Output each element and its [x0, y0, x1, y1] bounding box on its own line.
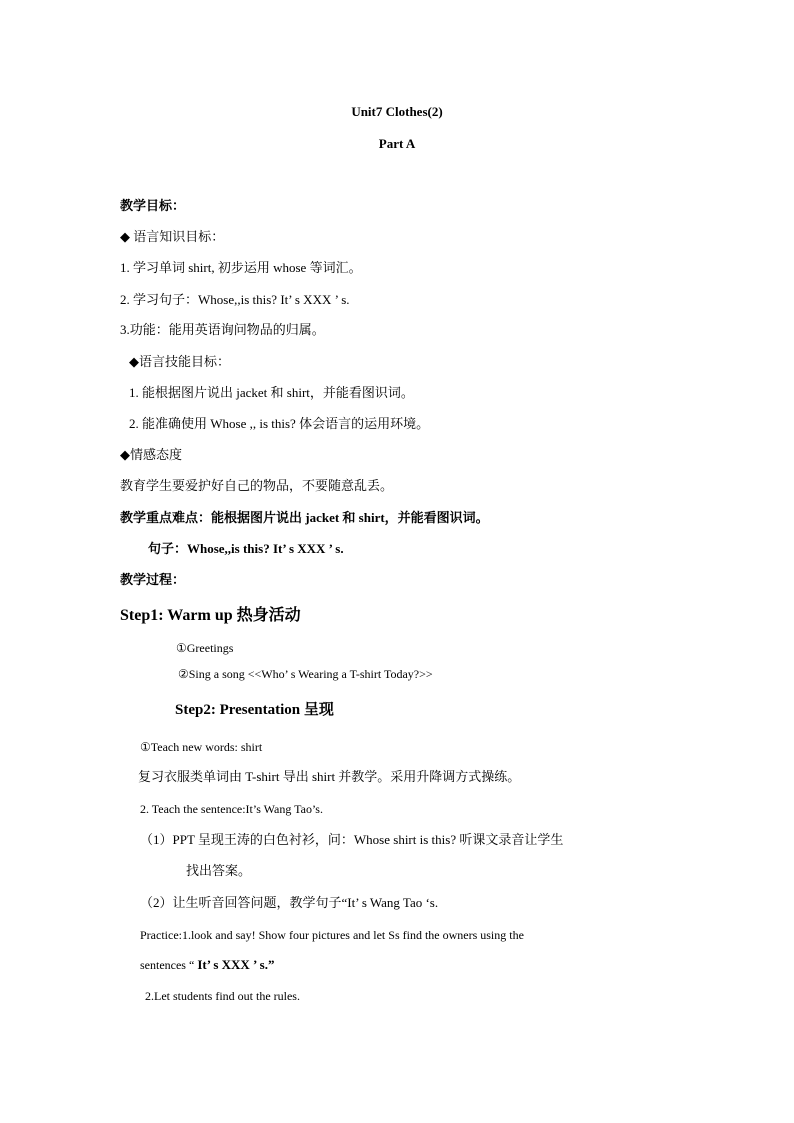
step2-heading: Step2: Presentation 呈现	[175, 702, 334, 718]
practice-line-3: 2.Let students find out the rules.	[145, 989, 300, 1003]
step1-item-1: ①Greetings	[176, 641, 234, 655]
practice-line-1: Practice:1.look and say! Show four pictures and let Ss find the owners using the	[140, 928, 524, 942]
knowledge-heading: ◆ 语言知识目标：	[120, 229, 225, 244]
practice-line-2-sentence: It’ s XXX ’ s.”	[197, 957, 275, 972]
step2-item-4-cont: 找出答案。	[186, 863, 252, 878]
knowledge-item-2: 2. 学习句子：Whose,,is this? It’ s XXX ’ s.	[120, 292, 350, 307]
process-heading: 教学过程：	[120, 572, 186, 587]
key-points: 教学重点难点：能根据图片说出 jacket 和 shirt，并能看图识词。	[120, 510, 489, 525]
step2-item-2: 复习衣服类单词由 T-shirt 导出 shirt 并教学。采用升降调方式操练。	[138, 769, 521, 784]
attitude-item-1: 教育学生要爱护好自己的物品，不要随意乱丢。	[120, 478, 394, 493]
step2-item-5: （2）让生听音回答问题，教学句子“It’ s Wang Tao ‘s.	[140, 895, 439, 910]
knowledge-item-1: 1. 学习单词 shirt, 初步运用 whose 等词汇。	[120, 260, 362, 275]
doc-subtitle: Part A	[378, 136, 416, 151]
skill-heading: ◆语言技能目标：	[129, 354, 230, 369]
key-sentence: 句子：Whose,,is this? It’ s XXX ’ s.	[148, 541, 344, 556]
step2-item-4: （1）PPT 呈现王涛的白色衬衫，问：Whose shirt is this? 听课文录音让学生	[140, 832, 564, 847]
step1-heading: Step1: Warm up 热身活动	[120, 607, 301, 624]
step1-item-2: ②Sing a song <<Who’ s Wearing a T-shirt Today?>>	[178, 667, 433, 681]
objectives-heading: 教学目标：	[120, 198, 186, 213]
practice-line-2	[140, 957, 274, 973]
step2-item-3: 2. Teach the sentence:It’s Wang Tao’s.	[140, 802, 323, 816]
skill-item-1: 1. 能根据图片说出 jacket 和 shirt，并能看图识词。	[129, 385, 414, 400]
skill-item-2: 2. 能准确使用 Whose ,, is this? 体会语言的运用环境。	[129, 416, 430, 431]
doc-title: Unit7 Clothes(2)	[351, 104, 443, 119]
knowledge-item-3: 3.功能：能用英语询问物品的归属。	[120, 322, 325, 337]
step2-item-1: ①Teach new words: shirt	[140, 740, 263, 754]
attitude-heading: ◆情感态度	[120, 447, 182, 462]
practice-line-2-prefix: sentences “	[140, 958, 198, 972]
